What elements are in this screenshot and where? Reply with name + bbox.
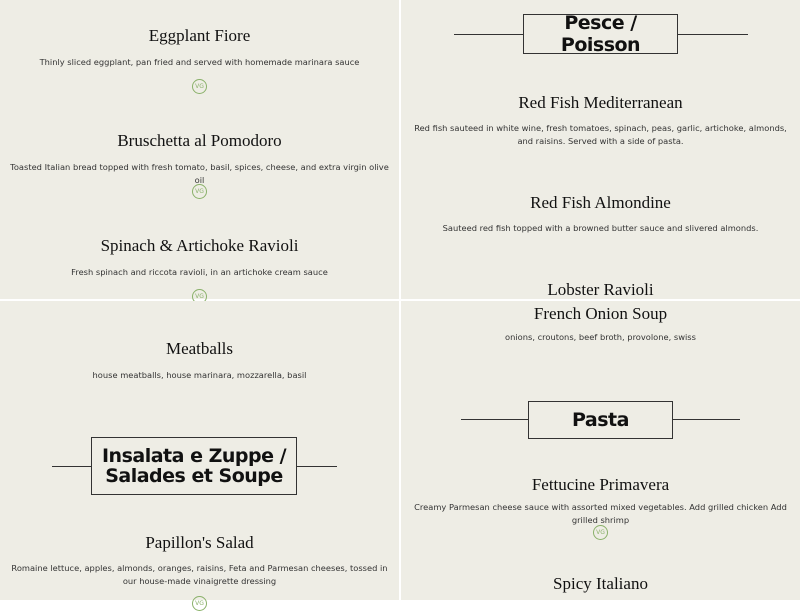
section-title: Pasta [528, 401, 673, 439]
menu-item-title: Eggplant Fiore [148, 26, 251, 45]
menu-item-title: Meatballs [165, 339, 234, 358]
menu-item-title: Spicy Italiano [553, 574, 648, 593]
section-title [91, 437, 297, 495]
menu-item-title: Spinach & Artichoke Ravioli [100, 236, 299, 255]
section-rule-right [297, 466, 337, 467]
section-header [401, 401, 800, 439]
menu-item [0, 26, 399, 69]
menu-item-description: Fresh spinach and riccota ravioli, in an artichoke cream sauce [71, 267, 328, 277]
menu-item-title: Fettucine Primavera [531, 475, 670, 494]
menu-item-title: Red Fish Mediterranean [518, 93, 683, 112]
section-title: Pesce / Poisson [523, 14, 678, 54]
menu-item-description: onions, croutons, beef broth, provolone, swiss [505, 332, 696, 342]
menu-panel-top-right [401, 0, 800, 299]
menu-item-description: Red fish sauteed in white wine, fresh tomatoes, spinach, peas, garlic, artichoke, almonds, and raisins. Served with a side of pasta. [414, 123, 787, 146]
vegetarian-badge-icon: VG [192, 184, 207, 199]
menu-item [0, 533, 399, 588]
section-rule-right [678, 34, 748, 35]
menu-item [401, 574, 800, 594]
menu-item-description: Romaine lettuce, apples, almonds, oranges, raisins, Feta and Parmesan cheeses, tossed in our house-made vinaigrette dressing [11, 563, 388, 586]
vegetarian-badge-icon: VG [192, 596, 207, 611]
section-header [0, 437, 399, 495]
vegetarian-badge-icon: VG [192, 79, 207, 94]
menu-item [401, 304, 800, 344]
menu-panel-bottom-right [401, 301, 800, 600]
menu-panel-bottom-left [0, 301, 399, 607]
menu-item-title: French Onion Soup [533, 304, 668, 323]
section-rule-left [454, 34, 524, 35]
menu-item-title: Papillon's Salad [145, 533, 254, 552]
menu-item-description: house meatballs, house marinara, mozzarella, basil [92, 370, 307, 380]
menu-item [0, 236, 399, 279]
section-header [401, 14, 800, 54]
section-rule-left [52, 466, 92, 467]
menu-item [401, 475, 800, 527]
menu-item [401, 93, 800, 148]
menu-item-description: Thinly sliced eggplant, pan fried and served with homemade marinara sauce [39, 57, 360, 67]
section-title-line: Insalata e Zuppe / [101, 445, 287, 467]
section-rule-left [461, 419, 529, 420]
menu-item-description: Sauteed red fish topped with a browned butter sauce and slivered almonds. [442, 223, 759, 233]
menu-panel-top-left [0, 0, 399, 299]
menu-item-title: Lobster Ravioli [547, 280, 654, 299]
menu-item [401, 193, 800, 235]
menu-item-title: Red Fish Almondine [530, 193, 671, 212]
vegetarian-badge-icon: VG [192, 289, 207, 304]
menu-item-description: Creamy Parmesan cheese sauce with assorted mixed vegetables. Add grilled chicken Add grilled shrimp [414, 502, 787, 525]
section-rule-right [673, 419, 740, 420]
menu-item [401, 280, 800, 300]
menu-item-title: Bruschetta al Pomodoro [117, 131, 282, 150]
menu-item-description: Toasted Italian bread topped with fresh tomato, basil, spices, cheese, and extra virgin olive oil [10, 162, 389, 185]
section-title-line: Salades et Soupe [105, 465, 283, 487]
vegetarian-badge-icon: VG [593, 525, 608, 540]
menu-item [0, 339, 399, 382]
menu-item [0, 131, 399, 187]
